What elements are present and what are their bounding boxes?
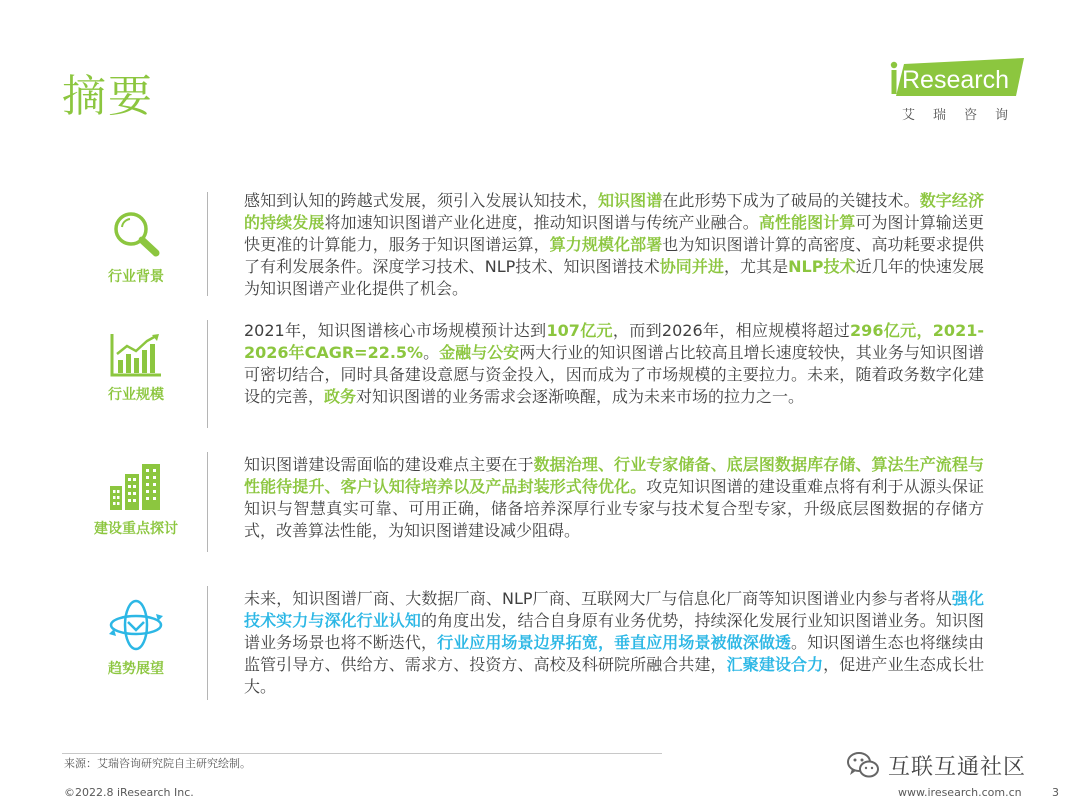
source-note: 来源：艾瑞咨询研究院自主研究绘制。 xyxy=(64,757,251,770)
highlight-text: 金融与公安 xyxy=(439,343,520,362)
section-label: 建设重点探讨 xyxy=(94,521,178,537)
body-text: ，尤其是 xyxy=(723,257,789,276)
highlight-text: 协同并进 xyxy=(659,257,724,276)
body-text: 知识图谱建设需面临的建设难点主要在于 xyxy=(244,455,534,474)
section-icon-box xyxy=(96,598,176,678)
highlight-text: 数字经济的持续发展 xyxy=(244,191,984,232)
highlight-text: 政务 xyxy=(324,387,357,406)
body-text: 感知到认知的跨越式发展，须引入发展认知技术， xyxy=(244,191,598,210)
copyright: ©2022.8 iResearch Inc. xyxy=(64,786,194,799)
watermark-text: 互联互通社区 xyxy=(888,754,1027,780)
section-industry-scale xyxy=(0,318,1080,430)
body-text: 。 xyxy=(423,343,440,362)
section-construction-focus xyxy=(0,452,1080,552)
footer-divider xyxy=(62,753,662,754)
body-text: 对知识图谱的业务需求会逐渐唤醒，成为未来市场的拉力之一。 xyxy=(356,387,805,406)
logo-subtitle: 艾瑞咨询 xyxy=(902,108,1027,123)
body-text: 在此形势下成为了破局的关键技术。 xyxy=(662,191,920,210)
bar-chart-growth-icon xyxy=(109,332,163,378)
highlight-text: 行业应用场景边界拓宽，垂直应用场景被做深做透 xyxy=(437,633,791,652)
highlight-text: 算力规模化部署 xyxy=(549,235,663,254)
body-text: 。知识图谱生态也将继续由监管引导方、供给方、需求方、投资方、高校及科研院所融合共建， xyxy=(244,633,984,674)
body-text: 近几年的快速发展为知识图谱产业化提供了机会。 xyxy=(244,257,984,298)
body-text: 将加速知识图谱产业化进度，推动知识图谱与传统产业融合。 xyxy=(324,213,759,232)
highlight-text: 296亿元，2021-2026年CAGR=22.5% xyxy=(244,321,984,362)
section-text xyxy=(244,190,984,300)
page-title: 摘要 xyxy=(62,71,154,122)
divider xyxy=(207,192,208,296)
section-text xyxy=(244,588,984,698)
iresearch-logo-mark xyxy=(890,56,1024,98)
section-industry-background xyxy=(0,190,1080,298)
iresearch-logo xyxy=(890,56,1030,126)
section-label: 行业背景 xyxy=(108,269,164,285)
divider xyxy=(207,320,208,428)
section-trend-outlook xyxy=(0,586,1080,700)
body-text: 也为知识图谱计算的高密度、高功耗要求提供了有利发展条件。深度学习技术、NLP技术、知识图谱技术 xyxy=(244,235,984,276)
section-icon-box xyxy=(96,208,176,286)
body-text: 2021年，知识图谱核心市场规模预计达到 xyxy=(244,321,547,340)
highlight-text: 强化技术实力与深化行业认知 xyxy=(244,589,984,630)
body-text: 的角度出发，结合自身原有业务优势，持续深化发展行业知识图谱业务。知识图谱业务场景也将不断迭代， xyxy=(244,611,984,652)
wechat-icon xyxy=(846,750,880,780)
divider xyxy=(207,586,208,700)
body-text: 攻克知识图谱的建设重难点将有利于从源头保证知识与智慧真实可靠、可用正确，储备培养深厚行业专家与技术复合型专家，升级底层图数据的存储方式，改善算法性能，为知识图谱建设减少阻碍。 xyxy=(244,477,984,540)
section-icon-box xyxy=(86,460,186,538)
section-text xyxy=(244,454,984,542)
highlight-text: 高性能图计算 xyxy=(758,213,856,232)
section-icon-box xyxy=(96,332,176,404)
highlight-text: 107亿元 xyxy=(546,321,613,340)
highlight-text: 数据治理、行业专家储备、底层图数据库存储、算法生产流程与性能待提升、客户认知待培养以及产品封装形式待优化。 xyxy=(244,455,984,496)
body-text: 可为图计算输送更快更准的计算能力，服务于知识图谱运算， xyxy=(244,213,984,254)
body-text: 两大行业的知识图谱占比较高且增长速度较快，其业务与知识图谱可密切结合，同时具备建设意愿与资金投入，因而成为了市场规模的主要拉力。未来，随着政务数字化建设的完善， xyxy=(244,343,984,406)
section-text xyxy=(244,320,984,408)
section-label: 趋势展望 xyxy=(108,661,164,677)
website-link[interactable]: www.iresearch.com.cn xyxy=(898,786,1022,799)
cycle-arrows-icon xyxy=(108,598,164,652)
body-text: 未来，知识图谱厂商、大数据厂商、NLP厂商、互联网大厂与信息化厂商等知识图谱业内参与者将从 xyxy=(244,589,952,608)
watermark xyxy=(846,750,1026,780)
page-number: 3 xyxy=(1052,786,1059,799)
highlight-text: 知识图谱 xyxy=(597,191,663,210)
body-text: ，而到2026年，相应规模将超过 xyxy=(612,321,851,340)
magnifier-icon xyxy=(109,208,163,260)
divider xyxy=(207,452,208,552)
highlight-text: 汇聚建设合力 xyxy=(726,655,824,674)
section-label: 行业规模 xyxy=(108,387,164,403)
body-text: ，促进产业生态成长壮大。 xyxy=(244,655,984,696)
highlight-text: NLP技术 xyxy=(788,257,856,276)
svg-text:Research: Research xyxy=(902,66,1009,94)
buildings-icon xyxy=(108,460,164,512)
